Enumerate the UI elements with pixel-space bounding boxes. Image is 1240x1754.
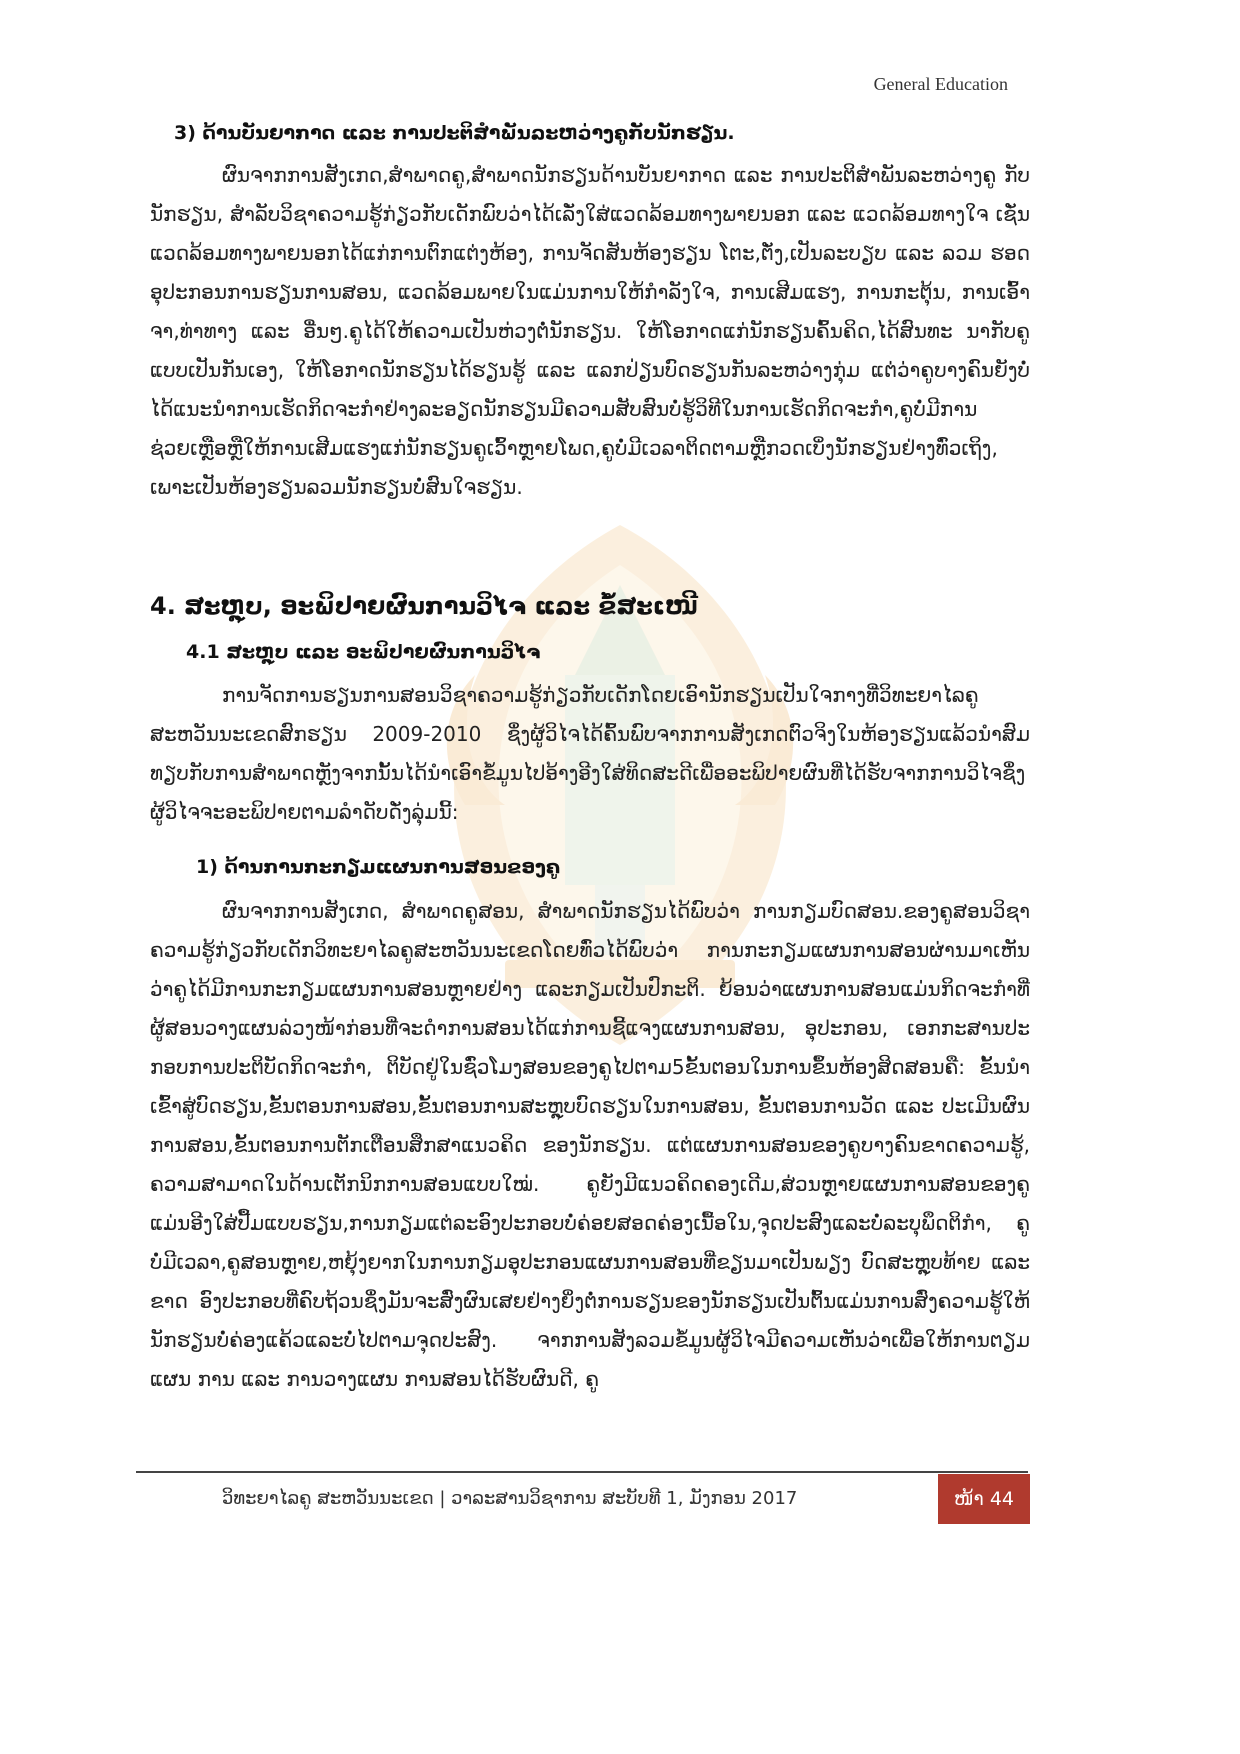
section-4-1-heading: 4.1 ສະຫຼຸບ ແລະ ອະພິປາຍຜົນການວິໄຈ — [186, 641, 541, 663]
section-4-heading: 4. ສະຫຼຸບ, ອະພິປາຍຜົນການວິໄຈ ແລະ ຂໍ້ສະເໜີ — [150, 592, 698, 620]
footer-journal-info: ວິທະຍາໄລຄູ ສະຫວັນນະເຂດ | ວາລະສານວິຊາການ ສະບັບທີ 1, ມັງກອນ 2017 — [222, 1488, 798, 1509]
running-header: General Education — [873, 74, 1008, 94]
page-number-badge: ໜ້າ 44 — [938, 1474, 1030, 1524]
footer-divider — [136, 1471, 1028, 1473]
paragraph-text: ຜົນຈາກການສັງເກດ, ສຳພາດຄູສອນ, ສຳພາດນັກຮຽນໄດ້ພົບວ່າ ການກຽມບົດສອນ.ຂອງຄູສອນວິຊາຄວາມຮູ້ກ່ຽວກັບເດັກວິທະຍາໄລຄູສະຫວັນນະເຂດໂດຍທົ່ວໄດ້ພົບວ່າ ການກະກຽມແຜນການສອນຜ່ານມາເຫັນ ວ່າຄູໄດ້ມີການກະກຽມແຜນການສອນຫຼາຍຢ່າງ ແລະກຽມເປັນປົກະຕິ. ຍ້ອນວ່າແຜນການສອນແມ່ນກິດຈະກຳທີ່ຜູ້ສອນວາງແຜນລ່ວງໜ້າກ່ອນທີ່ຈະດຳການສອນໄດ້ແກ່ການຊີ້ແຈງແຜນການສອນ, ອຸປະກອນ, ເອກກະສານປະ ກອບການປະຕິບັດກິດຈະກຳ, ຕິບັດຢູ່ໃນຊົ່ວໂມງສອນຂອງຄູໄປຕາມ5ຂັ້ນຕອນໃນການຂຶ້ນຫ້ອງສິດສອນຄື: ຂັ້ນນຳເຂົ້າສູ່ບົດຮຽນ,ຂັ້ນຕອນການສອນ,ຂັ້ນຕອນການສະຫຼຸບບົດຮຽນໃນການສອນ, ຂັ້ນຕອນການວັດ ແລະ ປະເມີນຜົນການສອນ,ຂັ້ນຕອນການຕັກເຕືອນສຶກສາແນວຄິດ ຂອງນັກຮຽນ. ແຕ່ແຜນການສອນຂອງຄູບາງຄົນຂາດຄວາມຮູ້, ຄວາມສາມາດໃນດ້ານເຕັກນິກການສອນແບບໃໝ່. ຄູຍັງມີແນວຄິດຄອງເດີມ,ສ່ວນຫຼາຍແຜນການສອນຂອງຄູ ແມ່ນອີງໃສ່ປື້ມແບບຮຽນ,ການກຽມແຕ່ລະອົງປະກອບບໍ່ຄ່ອຍສອດຄ່ອງເນື້ອໃນ,ຈຸດປະສົງແລະບໍ່ລະບຸພຶດຕິກຳ, ຄູບໍ່ມີເວລາ,ຄູສອນຫຼາຍ,ຫຍຸ້ງຍາກໃນການກຽມອຸປະກອນແຜນການສອນທີ່ຂຽນມາເປັນພຽງ ບົດສະຫຼຸບທ້າຍ ແລະ ຂາດ ອົງປະກອບທີ່ຄົບຖ້ວນຊຶ່ງມັນຈະສົ່ງຜົນເສຍຢ່າງຍິ່ງຕໍ່ການຮຽນຂອງນັກຮຽນເປັນຕົ້ນແມ່ນການສົ່ງຄວາມຮູ້ໃຫ້ນັກຮຽນບໍ່ຄ່ອງແຄ້ວແລະບໍ່ໄປຕາມຈຸດປະສົງ. ຈາກການສັງລວມຂໍ້ມູນຜູ້ວິໄຈມີຄວາມເຫັນວ່າເພື່ອໃຫ້ການຕຽມແຜນ ການ ແລະ ການວາງແຜນ ການສອນໄດ້ຮັບຜົນດີ, ຄູ — [150, 899, 1030, 1391]
item-1-heading: 1) ດ້ານການກະກຽມແຜນການສອນຂອງຄູ — [196, 856, 561, 878]
section-3-heading: 3) ດ້ານບັນຍາກາດ ແລະ ການປະຕິສຳພັນລະຫວ່າງຄູກັບນັກຮຽນ. — [174, 122, 735, 144]
paragraph-text: ຜົນຈາກການສັງເກດ,ສຳພາດຄູ,ສຳພາດນັກຮຽນດ້ານບັນຍາກາດ ແລະ ການປະຕິສຳພັນລະຫວ່າງຄູ ກັບນັກຮຽນ, ສຳລັບວິຊາຄວາມຮູ້ກ່ຽວກັບເດັກພົບວ່າໄດ້ເລັ່ງໃສ່ແວດລ້ອມທາງພາຍນອກ ແລະ ແວດລ້ອມທາງໃຈ ເຊັ່ນ ແວດລ້ອມທາງພາຍນອກໄດ້ແກ່ການຕົກແຕ່ງຫ້ອງ, ການຈັດສັນຫ້ອງຮຽນ ໂຕະ,ຕັ່ງ,ເປັນລະບຽບ ແລະ ລວມ ຮອດອຸປະກອນການຮຽນການສອນ, ແວດລ້ອມພາຍໃນແມ່ນການໃຫ້ກຳລັງໃຈ, ການເສີມແຮງ, ການກະຕຸ້ນ, ການເອົ້າຈາ,ທ່າທາງ ແລະ ອື່ນໆ.ຄູໄດ້ໃຫ້ຄວາມເປັນຫ່ວງຕໍ່ນັກຮຽນ. ໃຫ້ໂອກາດແກ່ນັກຮຽນຄົ້ນຄິດ,ໄດ້ສົນທະ ນາກັບຄູແບບເປັນກັນເອງ, ໃຫ້ໂອກາດນັກຮຽນໄດ້ຮຽນຮູ້ ແລະ ແລກປ່ຽນບົດຮຽນກັນລະຫວ່າງກຸ່ມ ແຕ່ວ່າຄູບາງຄົນຍັງບໍ່ໄດ້ແນະນຳການເຮັດກິດຈະກຳຢ່າງລະອຽດນັກຮຽນມີຄວາມສັບສົນບໍ່ຮູ້ວິທີໃນການເຮັດກິດຈະກຳ,ຄູບໍ່ມີການຊ່ວຍເຫຼືອຫຼືໃຫ້ການເສີມແຮງແກ່ນັກຮຽນຄູເວົ້າຫຼາຍໂພດ,ຄູບໍ່ມີເວລາຕິດຕາມຫຼືກວດເບິ່ງນັກຮຽນຢ່າງທົ່ວເຖິງ, ເພາະເປັນຫ້ອງຮຽນລວມນັກຮຽນບໍ່ສົນໃຈຮຽນ. — [150, 163, 1030, 499]
section-3-paragraph — [150, 156, 1030, 507]
item-1-paragraph — [150, 892, 1030, 1399]
section-4-1-paragraph — [150, 676, 1030, 832]
paragraph-text: ການຈັດການຮຽນການສອນວິຊາຄວາມຮູ້ກ່ຽວກັບເດັກໂດຍເອົານັກຮຽນເປັນໃຈກາງທີ່ວິທະຍາໄລຄູ ສະຫວັນນະເຂດສົກຮຽນ 2009-2010 ຊຶ່ງຜູ້ວິໄຈໄດ້ຄົ້ນພົບຈາກການສັງເກດຕົວຈິງໃນຫ້ອງຮຽນແລ້ວນຳສົມ ທຽບກັບການສຳພາດຫຼັງຈາກນັ້ນໄດ້ນຳເອົາຂໍ້ມູນໄປອ້າງອີງໃສ່ທິດສະດີເພື່ອອະພິປາຍຜົນທີ່ໄດ້ຮັບຈາກການວິໄຈຊຶ່ງຜູ້ວິໄຈຈະອະພິປາຍຕາມລຳດັບດັ່ງລຸ່ມນີ້: — [150, 683, 1030, 824]
